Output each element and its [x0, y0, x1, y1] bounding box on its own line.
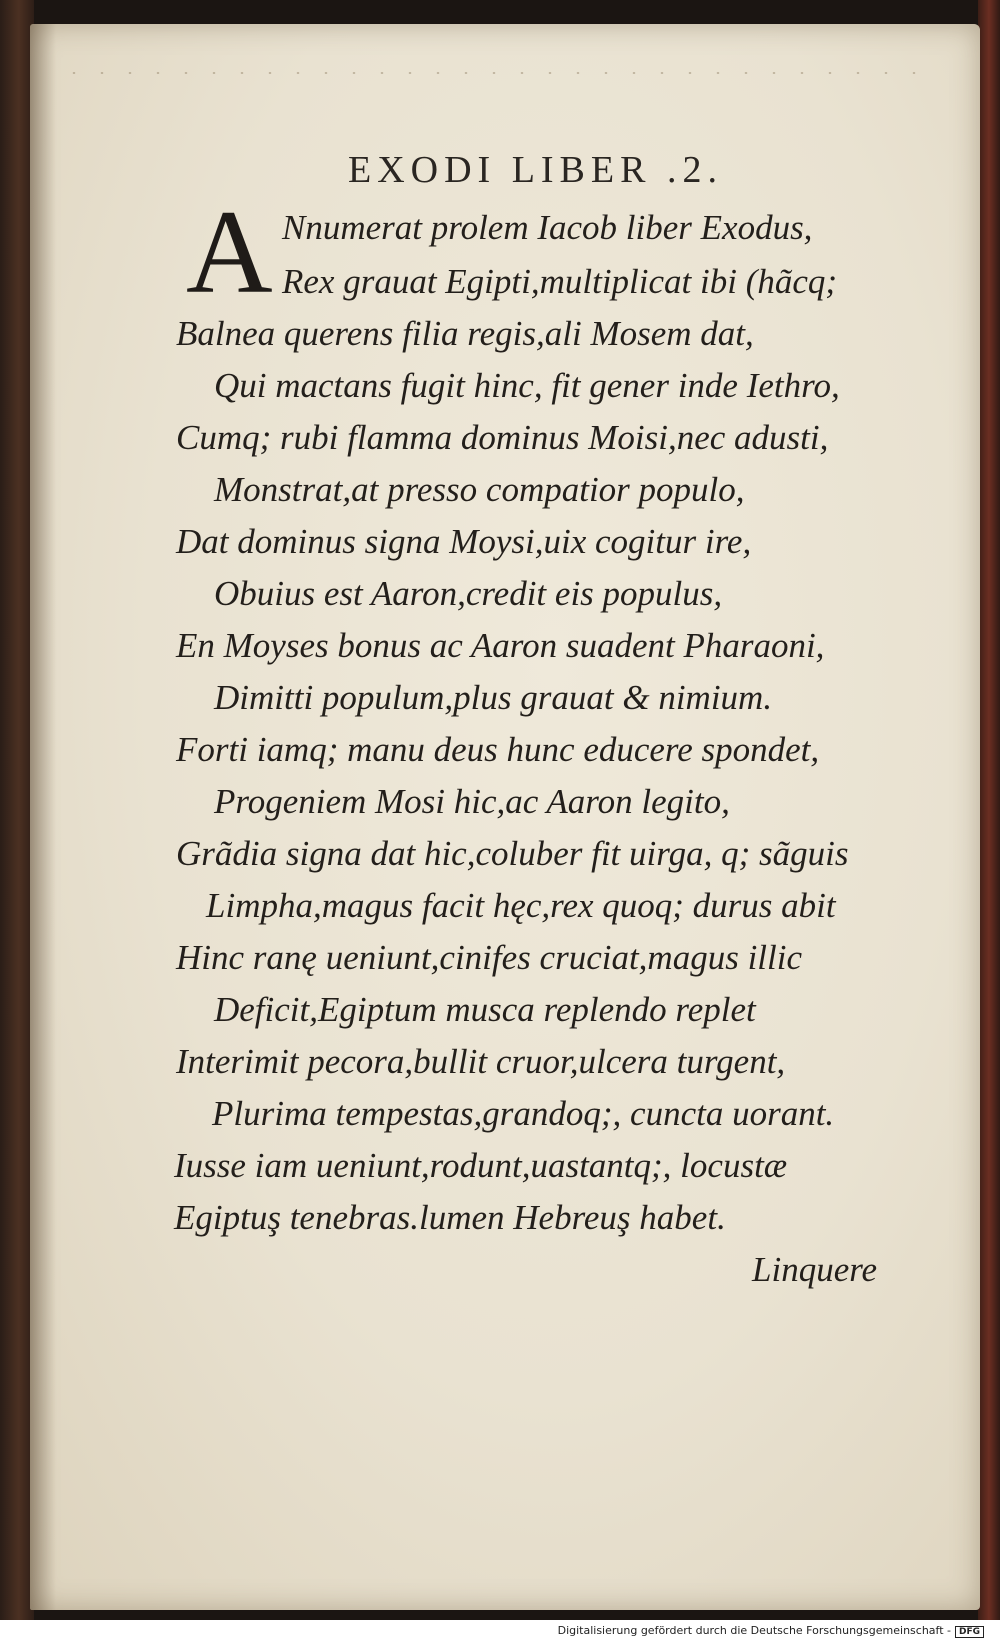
- dfg-logo: DFG: [955, 1626, 984, 1638]
- verse-line-9: En Moyses bonus ac Aaron suadent Pharaoni,: [176, 626, 825, 665]
- verse-line-5: Cumq; rubi flamma dominus Moisi,nec adusti,: [176, 418, 829, 457]
- verse-line-7: Dat dominus signa Moysi,uix cogitur ire,: [176, 522, 752, 561]
- verse-line-6: Monstrat,at presso compatior populo,: [214, 470, 745, 509]
- verse-line-20: Egiptuş tenebras.lumen Hebreuş habet.: [174, 1198, 726, 1237]
- running-head: EXODI LIBER .2.: [348, 149, 723, 191]
- verse-line-18: Plurima tempestas,grandoq;, cuncta uorant.: [212, 1094, 835, 1133]
- digitization-credit: [558, 1624, 984, 1638]
- page-edge-dots: [60, 72, 940, 74]
- verse-line-13: Grãdia signa dat hic,coluber fit uirga, q; sãguis: [176, 834, 849, 873]
- verse-line-8: Obuius est Aaron,credit eis populus,: [214, 574, 723, 613]
- book-binding-left: [0, 0, 34, 1620]
- credit-text: Digitalisierung gefördert durch die Deutsche Forschungsgemeinschaft -: [557, 1624, 951, 1637]
- gutter-shadow: [30, 24, 56, 1610]
- drop-cap-initial: A: [186, 185, 273, 318]
- verse-line-17: Interimit pecora,bullit cruor,ulcera turgent,: [176, 1042, 786, 1081]
- verse-line-19: Iusse iam ueniunt,rodunt,uastantq;, locustæ: [174, 1146, 788, 1185]
- verse-line-1: Nnumerat prolem Iacob liber Exodus,: [282, 208, 813, 247]
- verse-line-10: Dimitti populum,plus grauat & nimium.: [214, 678, 773, 717]
- verse-line-12: Progeniem Mosi hic,ac Aaron legito,: [214, 782, 730, 821]
- book-cover-edge: [978, 0, 1000, 1620]
- verse-line-11: Forti iamq; manu deus hunc educere spondet,: [176, 730, 820, 769]
- verse-line-3: Balnea querens filia regis,ali Mosem dat,: [176, 314, 754, 353]
- verse-line-16: Deficit,Egiptum musca replendo replet: [214, 990, 756, 1029]
- catchword: Linquere: [752, 1250, 878, 1289]
- verse-line-2: Rex grauat Egipti,multiplicat ibi (hãcq;: [282, 262, 838, 301]
- verse-line-4: Qui mactans fugit hinc, fit gener inde Iethro,: [214, 366, 840, 405]
- verse-line-15: Hinc ranę ueniunt,cinifes cruciat,magus illic: [176, 938, 803, 977]
- verse-line-14: Limpha,magus facit hęc,rex quoq; durus abit: [206, 886, 836, 925]
